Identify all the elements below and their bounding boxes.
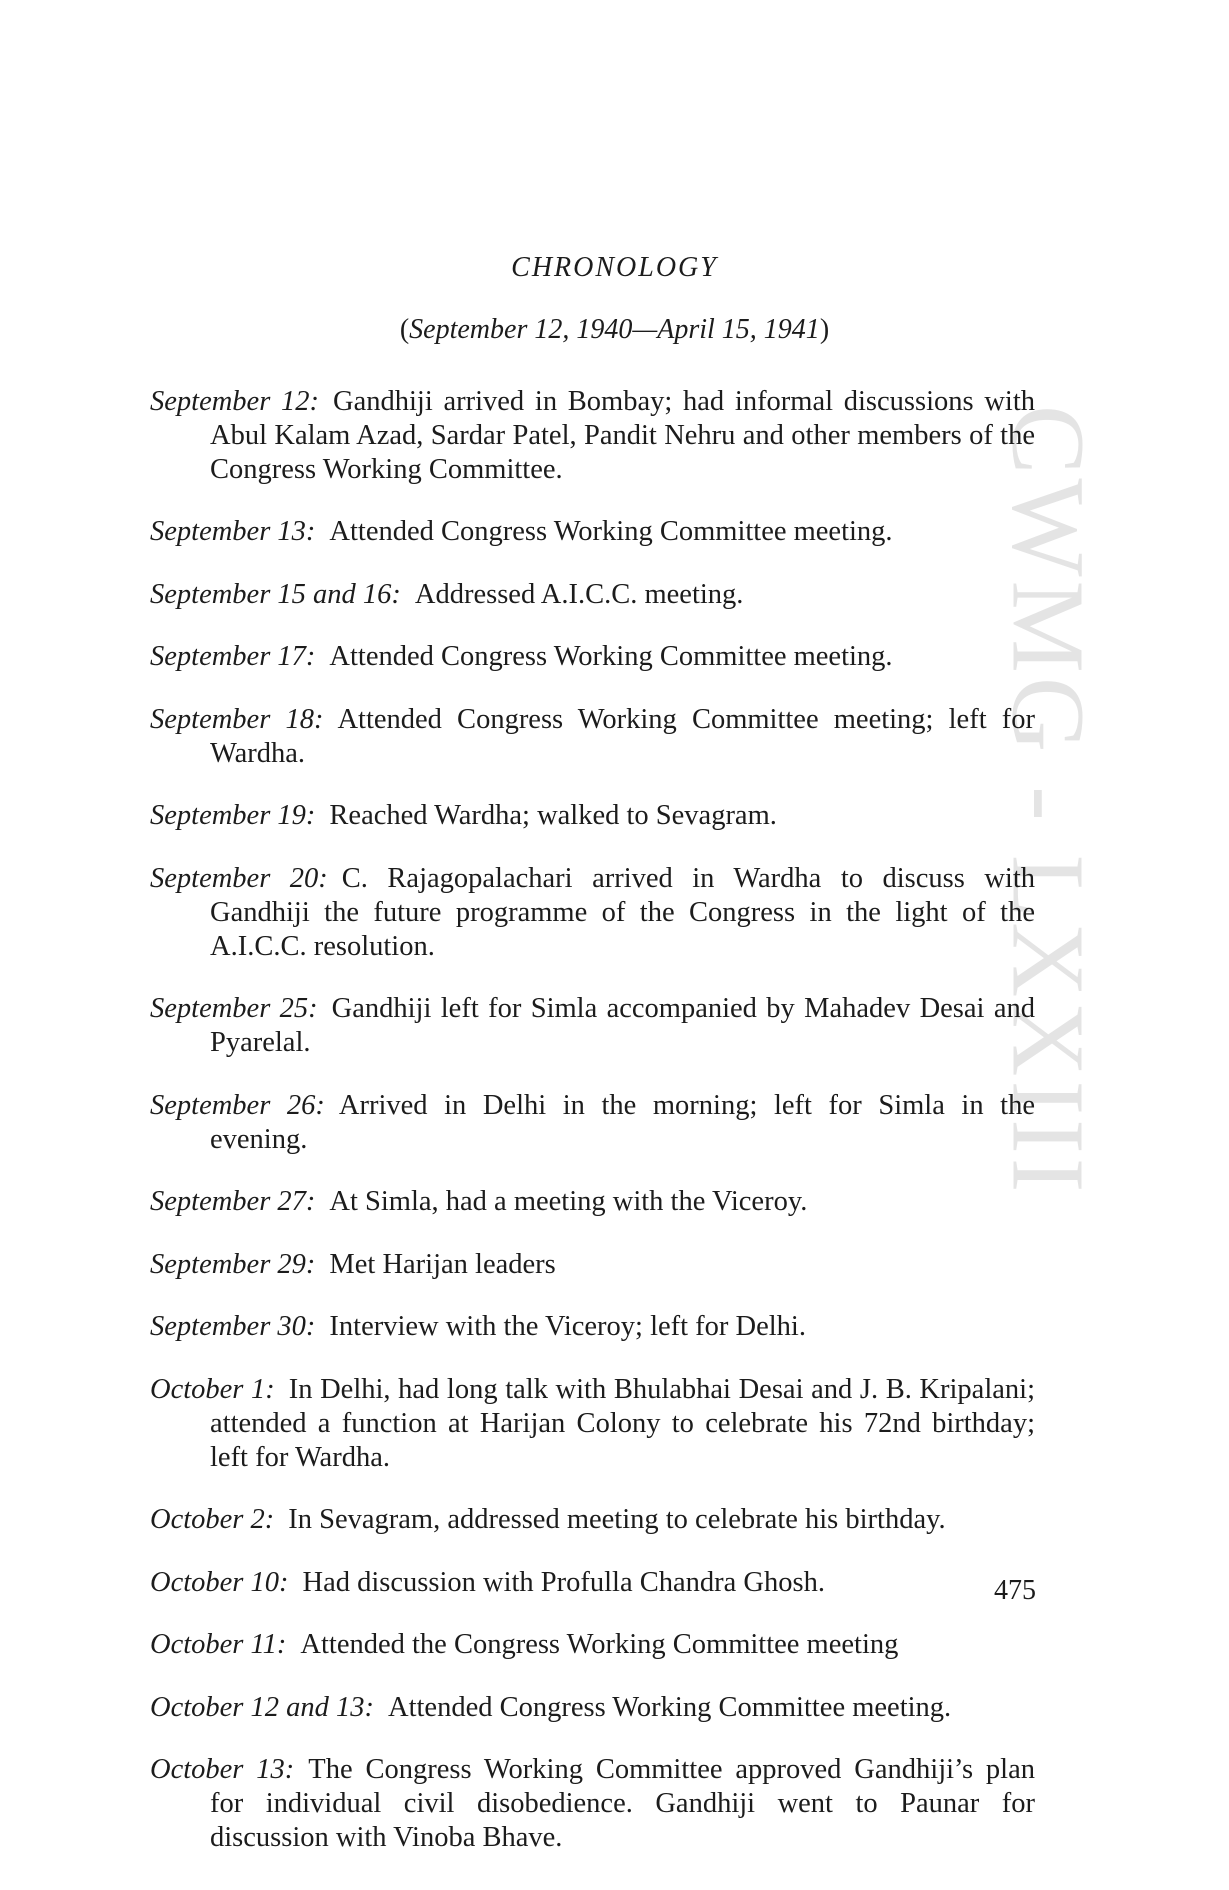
entry-text: C. Rajagopalachari arrived in Wardha to discuss with Gandhiji the future programme of the Congress in the light of the A.I.C.C. resolution. bbox=[210, 862, 1035, 962]
chronology-entry bbox=[150, 992, 1035, 1060]
entry-text: Attended Congress Working Committee meeting; left for Wardha. bbox=[210, 703, 1035, 769]
date-range bbox=[0, 314, 1229, 346]
chronology-entry bbox=[150, 1691, 1035, 1725]
entry-text: Addressed A.I.C.C. meeting. bbox=[414, 578, 744, 610]
entry-text: Attended Congress Working Committee meeting. bbox=[329, 516, 893, 547]
chronology-entry bbox=[150, 1566, 1035, 1600]
entry-text: Gandhiji arrived in Bombay; had informal discussions with Abul Kalam Azad, Sardar Patel, Pandit Nehru and other members of the Congress Working Committee. bbox=[210, 385, 1036, 485]
chronology-entry bbox=[150, 799, 1035, 833]
chronology-entry bbox=[150, 1310, 1035, 1344]
entry-date: September 19: bbox=[150, 800, 316, 831]
entry-date: October 1: bbox=[150, 1373, 275, 1405]
chronology-list bbox=[150, 356, 1035, 1864]
entry-date: September 17: bbox=[150, 641, 316, 672]
entry-text: Interview with the Viceroy; left for Delhi. bbox=[329, 1311, 806, 1342]
entry-text: The Congress Working Committee approved Gandhiji’s plan for individual civil disobedience. Gandhiji went to Paunar for discussion with Vinoba Bhave. bbox=[210, 1754, 1036, 1853]
entry-text: Gandhiji left for Simla accompanied by Mahadev Desai and Pyarelal. bbox=[210, 993, 1035, 1058]
entry-date: September 18: bbox=[150, 703, 324, 735]
chronology-entry bbox=[150, 1373, 1035, 1475]
entry-date: September 25: bbox=[150, 993, 318, 1024]
entry-text: At Simla, had a meeting with the Viceroy. bbox=[329, 1186, 808, 1217]
entry-date: October 13: bbox=[150, 1754, 295, 1785]
entry-date: October 12 and 13: bbox=[150, 1691, 375, 1723]
entry-text: Attended the Congress Working Committee meeting bbox=[300, 1629, 899, 1660]
chronology-entry bbox=[150, 1628, 1035, 1662]
entry-text: Reached Wardha; walked to Sevagram. bbox=[329, 800, 777, 831]
entry-date: September 15 and 16: bbox=[150, 578, 401, 610]
date-range-open: ( bbox=[399, 314, 410, 345]
entry-date: October 11: bbox=[150, 1629, 287, 1660]
chronology-entry bbox=[150, 1503, 1035, 1537]
chronology-entry bbox=[150, 1185, 1035, 1219]
entry-text: In Delhi, had long talk with Bhulabhai Desai and J. B. Kripalani; attended a function at Harijan Colony to celebrate his 72nd birthday; left for Wardha. bbox=[210, 1373, 1035, 1473]
entry-text: Attended Congress Working Committee meeting. bbox=[388, 1691, 952, 1723]
entry-date: September 12: bbox=[150, 385, 320, 417]
entry-text: In Sevagram, addressed meeting to celebrate his birthday. bbox=[288, 1504, 946, 1535]
chronology-entry bbox=[150, 862, 1035, 964]
entry-date: September 26: bbox=[150, 1089, 325, 1121]
entry-date: September 29: bbox=[150, 1248, 316, 1280]
entry-date: October 2: bbox=[150, 1504, 275, 1535]
entry-date: September 13: bbox=[150, 516, 316, 547]
date-range-close: ) bbox=[819, 314, 830, 345]
entry-date: September 30: bbox=[150, 1311, 316, 1342]
entry-text: Had discussion with Profulla Chandra Ghosh. bbox=[302, 1566, 825, 1598]
chronology-entry bbox=[150, 703, 1035, 771]
chronology-entry bbox=[150, 640, 1035, 674]
watermark-text: CWMG - LXXIII bbox=[990, 405, 1106, 1197]
chronology-entry bbox=[150, 385, 1035, 487]
page-number: 475 bbox=[994, 1575, 1036, 1606]
chronology-entry bbox=[150, 578, 1035, 612]
entry-date: September 27: bbox=[150, 1186, 316, 1217]
chronology-entry bbox=[150, 1753, 1035, 1855]
entry-text: Arrived in Delhi in the morning; left for Simla in the evening. bbox=[210, 1089, 1035, 1155]
entry-date: October 10: bbox=[150, 1566, 289, 1598]
page-title: CHRONOLOGY bbox=[511, 252, 718, 283]
entry-text: Met Harijan leaders bbox=[329, 1248, 556, 1280]
entry-date: September 20: bbox=[150, 862, 328, 894]
chronology-entry bbox=[150, 1248, 1035, 1282]
date-range-text: September 12, 1940—April 15, 1941 bbox=[409, 314, 820, 345]
chronology-entry bbox=[150, 515, 1035, 549]
entry-text: Attended Congress Working Committee meeting. bbox=[329, 641, 893, 672]
chronology-entry bbox=[150, 1089, 1035, 1157]
